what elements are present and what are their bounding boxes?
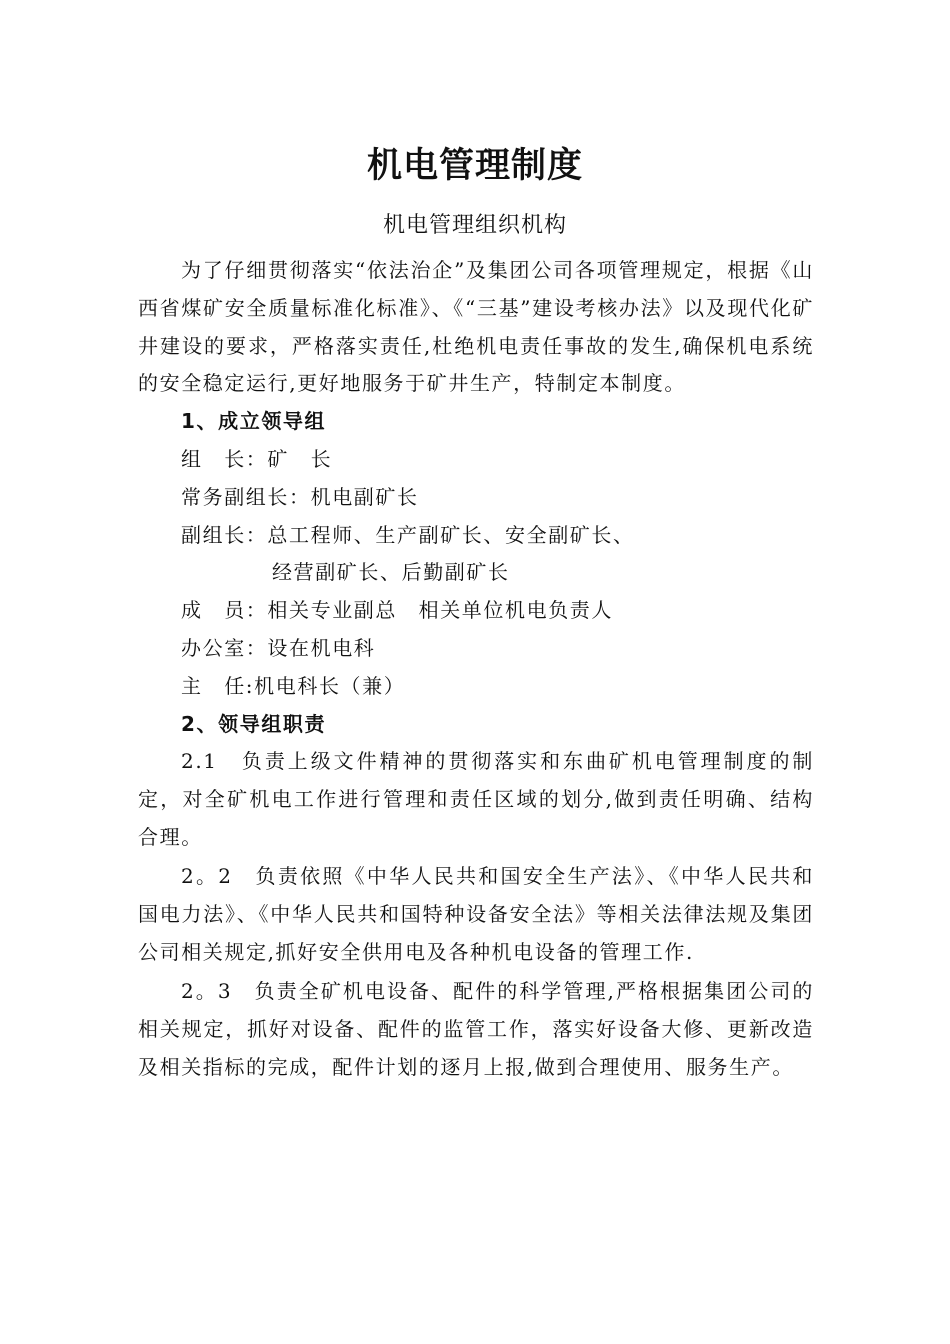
document-title: 机电管理制度: [366, 146, 583, 186]
member-line-leader: 组 长：矿 长: [181, 446, 333, 471]
member-line-deputy-leaders: 副组长：总工程师、生产副矿长、安全副矿长、: [181, 522, 635, 547]
intro-paragraph: 为了仔细贯彻落实“依法治企”及集团公司各项管理规定，根据《山西省煤矿安全质量标准化标准》、《“三基”建设考核办法》以及现代化矿井建设的要求，严格落实责任,杜绝机电责任事故的发生,确保机电系统的安全稳定运行,更好地服务于矿井生产，特制定本制度。: [138, 258, 814, 396]
section-heading-responsibilities: 2、领导组职责: [181, 711, 327, 736]
member-line-executive-deputy: 常务副组长：机电副矿长: [181, 484, 419, 509]
member-line-members: 成 员：相关专业副总 相关单位机电负责人: [181, 598, 613, 623]
member-line-deputy-leaders-continued: 经营副矿长、后勤副矿长: [272, 560, 510, 585]
section-heading-leadership-group: 1、成立领导组: [181, 409, 327, 434]
member-line-office: 办公室：设在机电科: [181, 635, 376, 660]
responsibility-paragraph-2-1: 2.1 负责上级文件精神的贯彻落实和东曲矿机电管理制度的制定，对全矿机电工作进行管理和责任区域的划分,做到责任明确、结构合理。: [138, 749, 814, 849]
member-line-director: 主 任:机电科长（兼）: [181, 673, 406, 698]
document-subtitle: 机电管理组织机构: [382, 213, 567, 238]
responsibility-paragraph-2-3: 2。3 负责全矿机电设备、配件的科学管理,严格根据集团公司的相关规定，抓好对设备、配件的监管工作，落实好设备大修、更新改造及相关指标的完成，配件计划的逐月上报,做到合理使用、服务生产。: [138, 979, 814, 1079]
responsibility-paragraph-2-2: 2。2 负责依照《中华人民共和国安全生产法》、《中华人民共和国电力法》、《中华人民共和国特种设备安全法》等相关法律法规及集团公司相关规定,抓好安全供用电及各种机电设备的管理工作.: [138, 864, 814, 964]
document-body: [138, 252, 814, 1087]
